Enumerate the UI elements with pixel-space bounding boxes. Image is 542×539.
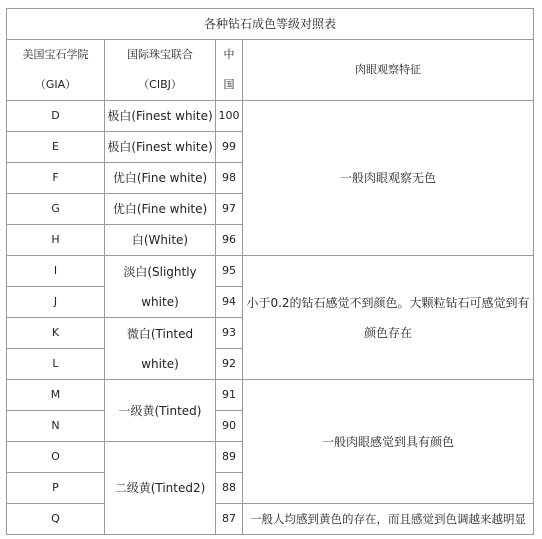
gia-grade-cell: D [7,101,105,132]
table-title: 各种钻石成色等级对照表 [7,9,534,40]
cibj-label: 极白(Finest white) [107,109,213,123]
header-cibj-abbr: （CIBJ） [138,78,182,91]
table-row [7,101,534,132]
gia-grade-cell: J [7,287,105,318]
china-grade-cell: 97 [216,194,243,225]
header-gia [7,40,105,101]
gia-grade-cell: I [7,256,105,287]
china-grade-cell: 96 [216,225,243,256]
header-china-text: 中国 [223,48,235,91]
header-gia-name: 美国宝石学院 [22,48,89,61]
header-china [216,40,243,101]
header-cibj [105,40,216,101]
cibj-grade-cell [105,163,216,194]
header-features: 肉眼观察特征 [243,40,534,101]
gia-grade-cell: P [7,473,105,504]
china-grade-cell: 95 [216,256,243,287]
cibj-label: 优白(Fine white) [112,202,208,216]
color-grade-table [6,8,534,535]
gia-grade-cell: E [7,132,105,163]
china-grade-cell: 88 [216,473,243,504]
cibj-label-line1: 淡白(Slightly [123,264,197,279]
gia-grade-cell: G [7,194,105,225]
table-row [7,380,534,411]
cibj-grade-cell [105,101,216,132]
cibj-grade-cell [105,194,216,225]
cibj-grade-cell-ij [105,256,216,318]
gia-grade-cell: K [7,318,105,349]
table-row [7,504,534,535]
cibj-label: 白(White) [131,233,189,247]
gia-grade-cell: H [7,225,105,256]
china-grade-cell: 100 [216,101,243,132]
cibj-label: 一级黄(Tinted) [118,403,202,418]
gia-grade-cell: Q [7,504,105,535]
china-grade-cell: 98 [216,163,243,194]
feature-cell-q: 一般人均感到黄色的存在，而且感觉到色调越来越明显 [243,504,534,535]
cibj-grade-cell [105,225,216,256]
cibj-grade-cell [105,132,216,163]
feature-cell-il [243,256,534,380]
china-grade-cell: 89 [216,442,243,473]
china-grade-cell: 87 [216,504,243,535]
gia-grade-cell: L [7,349,105,380]
feature-il-line1: 小于0.2的钻石感觉不到颜色。大颗粒钻石可感觉到有 [246,295,530,310]
cibj-label: 优白(Fine white) [112,171,208,185]
header-gia-abbr: （GIA） [34,78,77,91]
china-grade-cell: 93 [216,318,243,349]
grade-table-container [6,8,534,535]
cibj-label: 二级黄(Tinted2) [114,481,206,495]
china-grade-cell: 90 [216,411,243,442]
cibj-grade-cell-opq [105,442,216,535]
china-grade-cell: 91 [216,380,243,411]
gia-grade-cell: O [7,442,105,473]
table-row [7,256,534,287]
feature-cell-mp: 一般肉眼感觉到具有颜色 [243,380,534,504]
cibj-label: 微白(Tinted white) [126,326,194,371]
gia-grade-cell: N [7,411,105,442]
feature-il-line2: 颜色存在 [364,325,413,340]
china-grade-cell: 99 [216,132,243,163]
gia-grade-cell: M [7,380,105,411]
cibj-label: 极白(Finest white) [107,140,213,154]
feature-cell-dh: 一般肉眼观察无色 [243,101,534,256]
china-grade-cell: 92 [216,349,243,380]
china-grade-cell: 94 [216,287,243,318]
cibj-grade-cell-mn [105,380,216,442]
gia-grade-cell: F [7,163,105,194]
title-row [7,9,534,40]
cibj-grade-cell-kl [105,318,216,380]
header-cibj-name: 国际珠宝联合 [127,48,193,61]
cibj-label-line2: white) [141,294,179,309]
header-row [7,40,534,101]
